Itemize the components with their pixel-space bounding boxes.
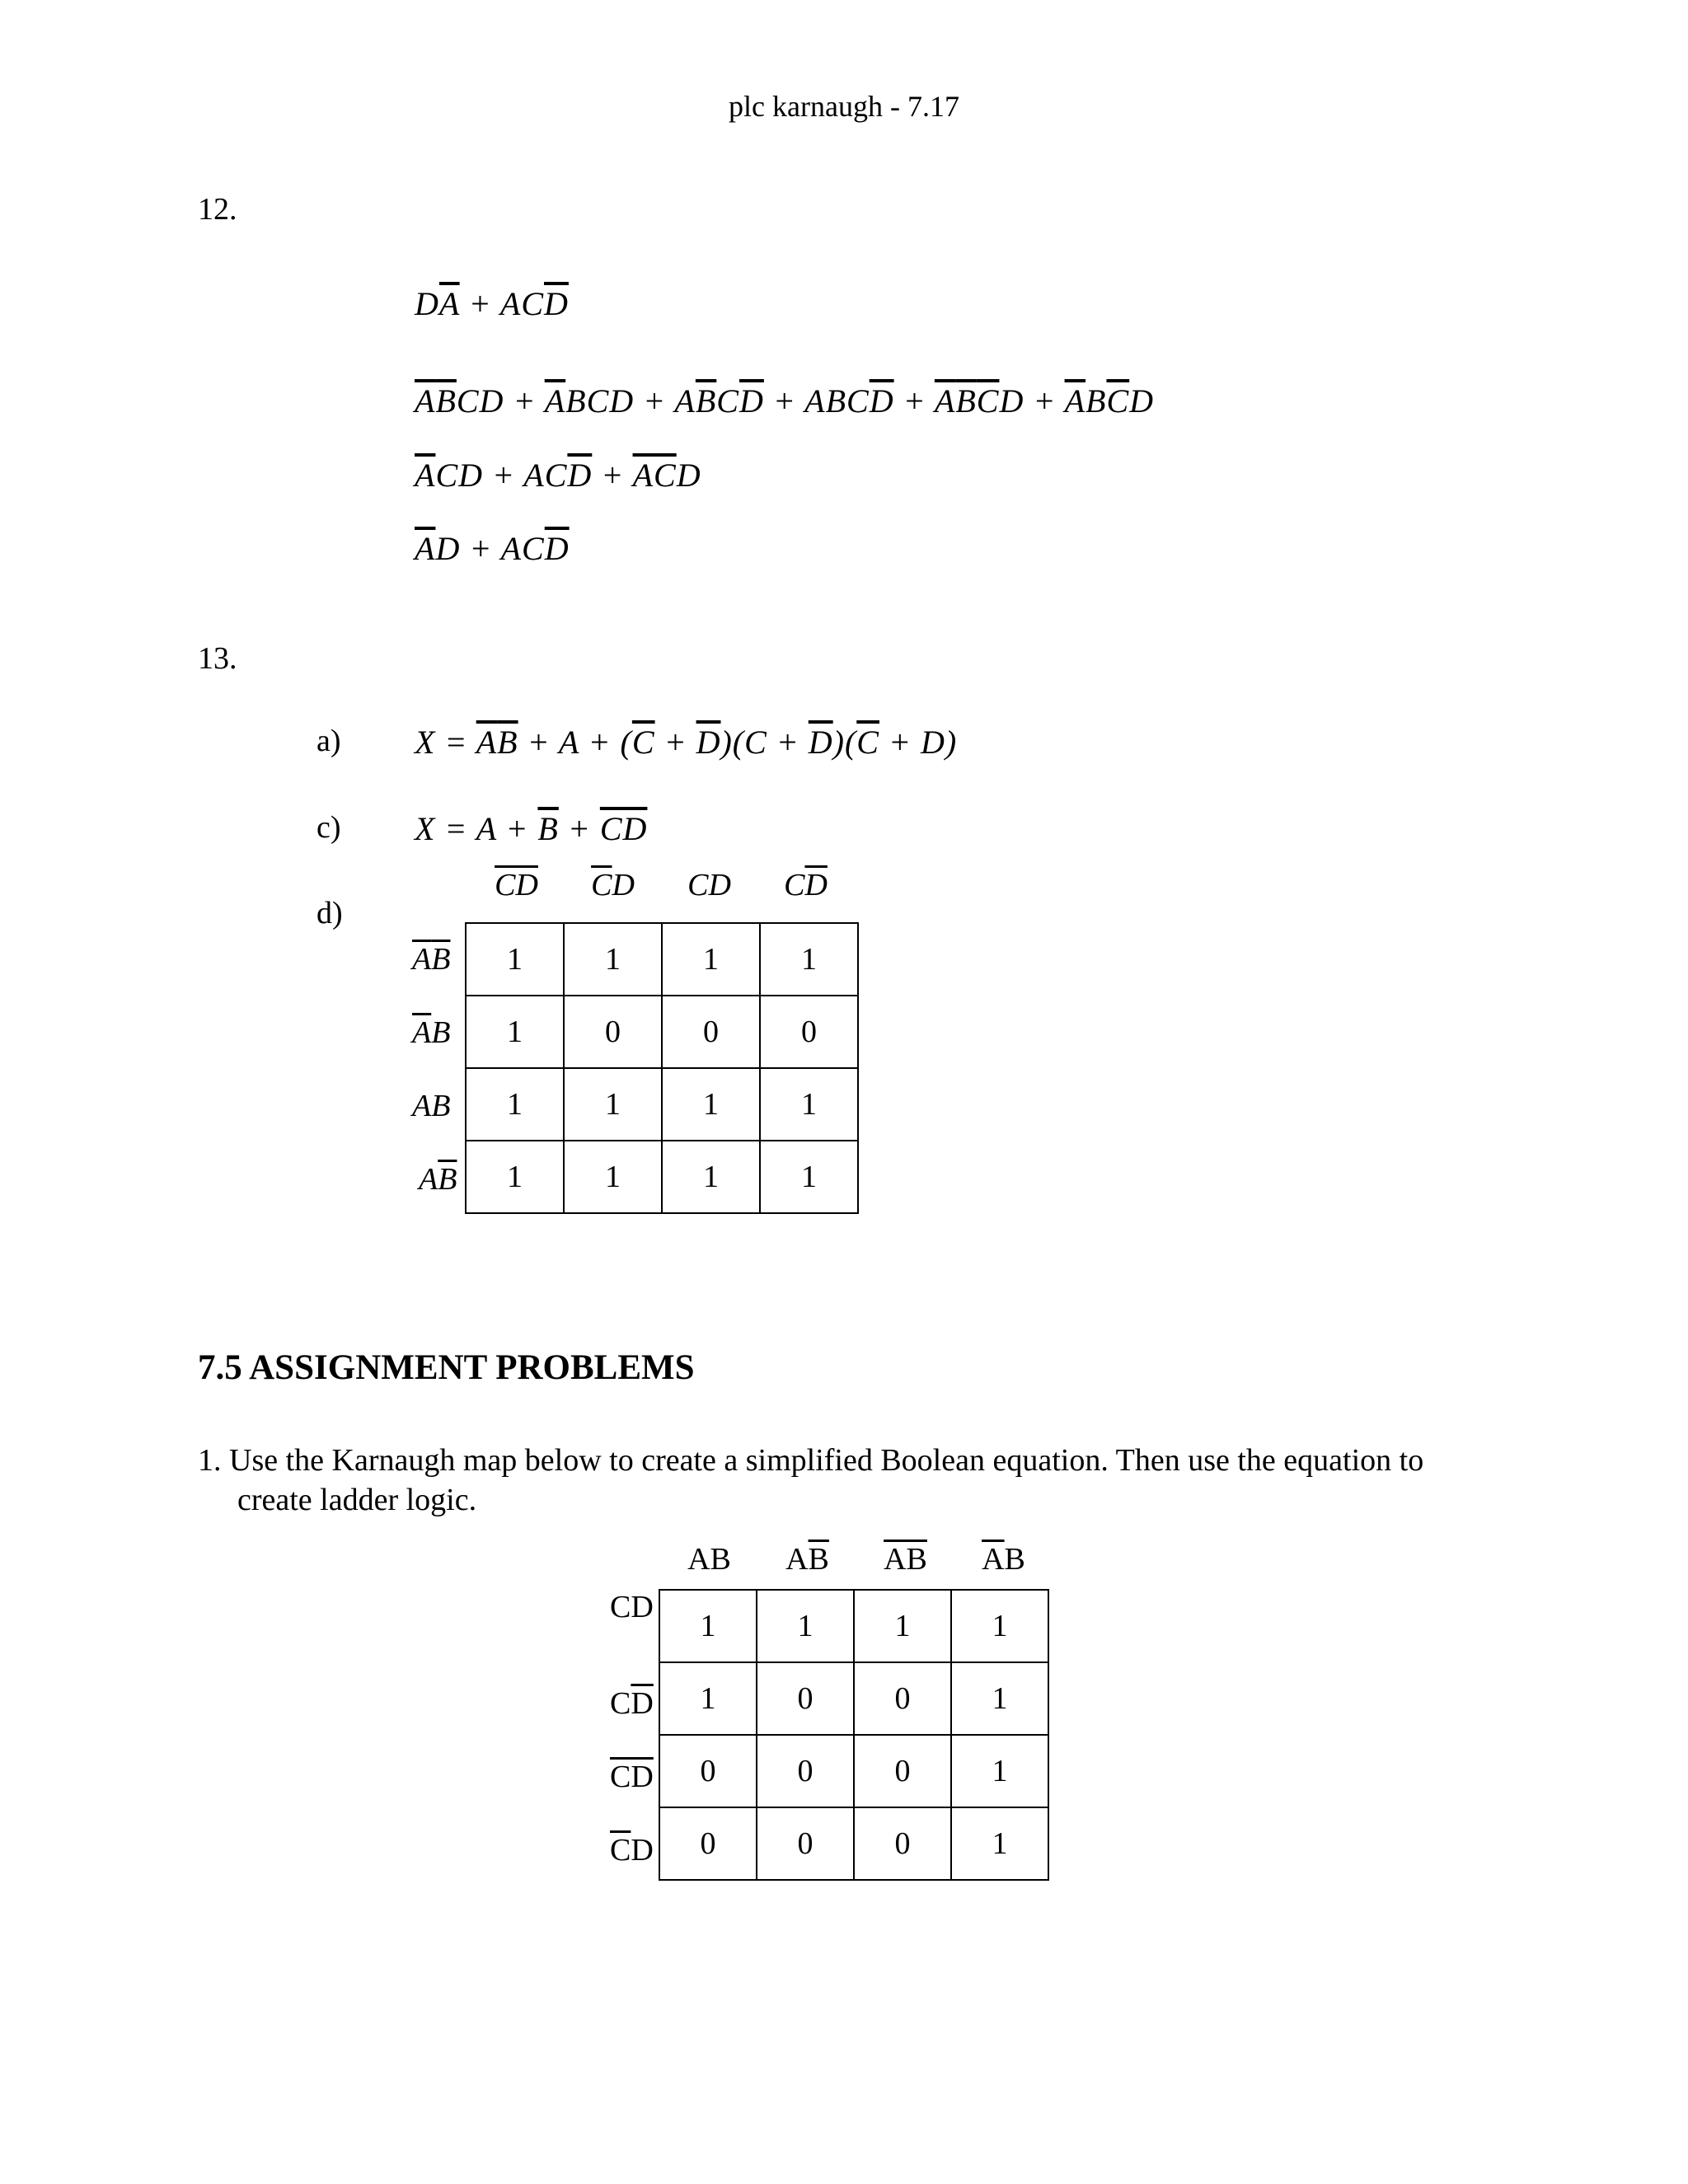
kmap1-col-header — [661, 867, 757, 903]
kmap-cell: 1 — [466, 1141, 564, 1213]
negated-term: $\overline{D}$ — [631, 1686, 654, 1721]
negated-term: $\overline{B}$ — [808, 1542, 829, 1577]
assignment-problem-1 — [198, 1441, 1517, 1520]
kmap2-row-header — [610, 1685, 654, 1722]
section-title: 7.5 ASSIGNMENT PROBLEMS — [198, 1348, 695, 1387]
kmap-cell: 1 — [564, 923, 662, 996]
kmap1-row-header — [412, 941, 450, 977]
negated-term: $\overline{AB}$ — [884, 1542, 927, 1577]
negated-term: $\overline{C}$ — [1106, 382, 1130, 419]
kmap1-row-header — [412, 1015, 450, 1051]
kmap-row — [659, 1807, 1048, 1880]
kmap-cell: 1 — [659, 1662, 757, 1735]
kmap-cell: 1 — [662, 1141, 760, 1213]
expression-term: C — [610, 1686, 631, 1721]
kmap-row — [659, 1735, 1048, 1807]
kmap-cell: 1 — [854, 1590, 951, 1662]
part-a-label: a) — [316, 724, 341, 758]
negated-term: $\overline{A}$ — [982, 1542, 1005, 1577]
expression-term: AB — [412, 1089, 451, 1123]
kmap-cell: 1 — [662, 1068, 760, 1141]
negated-term: $\overline{B}$ — [431, 942, 451, 977]
kmap-cell: 1 — [951, 1590, 1048, 1662]
expression-term: C — [716, 382, 739, 419]
negated-term: $\overline{D}$ — [738, 382, 764, 419]
expression-term: D — [676, 457, 701, 494]
expression-term: D — [612, 868, 635, 902]
negated-term: $\overline{C}$ — [610, 1833, 631, 1868]
expression-term: BCD + A — [565, 382, 696, 419]
negated-term: $\overline{C}$ — [599, 810, 623, 847]
kmap-cell: 1 — [466, 1068, 564, 1141]
kmap-row — [466, 923, 858, 996]
negated-term: $\overline{B}$ — [537, 810, 559, 847]
negated-term: $\overline{A}$ — [412, 942, 432, 977]
kmap2-row-header — [610, 1589, 654, 1625]
kmap-row — [466, 1068, 858, 1141]
kmap1-col-header — [565, 867, 661, 903]
negated-term: $\overline{A}$ — [1064, 382, 1086, 419]
expression-term: B — [1085, 382, 1107, 419]
kmap-cell: 0 — [757, 1662, 854, 1735]
expression-term: CD + — [456, 382, 545, 419]
kmap2-col-header — [758, 1541, 856, 1577]
negated-term: $\overline{D}$ — [869, 382, 894, 419]
part-d-label: d) — [316, 896, 343, 930]
kmap-row — [659, 1590, 1048, 1662]
expression-term: D — [1129, 382, 1155, 419]
kmap2-row-header — [610, 1759, 654, 1795]
kmap-cell: 0 — [757, 1807, 854, 1880]
expression-term: CD — [687, 868, 731, 902]
negated-term: $\overline{A}$ — [415, 530, 436, 567]
expression-term: CD — [610, 1590, 654, 1624]
negated-term: $\overline{D}$ — [515, 868, 538, 902]
assignment-line-2: create ladder logic. — [237, 1483, 477, 1517]
negated-term: $\overline{A}$ — [412, 1015, 432, 1050]
expression-term: D — [631, 1833, 654, 1868]
negated-term: $\overline{D}$ — [804, 868, 828, 902]
kmap-cell: 0 — [564, 996, 662, 1068]
negated-term: $\overline{C}$ — [631, 724, 655, 761]
kmap-cell: 0 — [659, 1807, 757, 1880]
kmap-cell: 1 — [659, 1590, 757, 1662]
expression-term: + AC — [459, 285, 544, 322]
problem-13-number: 13. — [198, 641, 237, 676]
negated-term: $\overline{A}$ — [632, 457, 654, 494]
expression-term: + — [654, 724, 696, 761]
problem-12-line-1 — [415, 284, 569, 323]
problem-12-line-2 — [415, 382, 1154, 420]
kmap2-col-header — [660, 1541, 758, 1577]
kmap-cell: 1 — [757, 1590, 854, 1662]
expression-term: + A + ( — [518, 724, 632, 761]
expression-term: )( — [832, 724, 857, 761]
kmap-cell: 1 — [760, 1068, 858, 1141]
kmap-cell: 1 — [760, 1141, 858, 1213]
expression-term: B — [1004, 1542, 1025, 1577]
kmap-cell: 1 — [760, 923, 858, 996]
negated-term: $\overline{A}$ — [438, 285, 460, 322]
expression-term: X = — [415, 724, 476, 761]
negated-term: $\overline{A}$ — [934, 382, 956, 419]
negated-term: $\overline{D}$ — [808, 724, 833, 761]
expression-term: D + — [999, 382, 1065, 419]
kmap1-row-header — [419, 1161, 457, 1197]
kmap-cell: 1 — [951, 1807, 1048, 1880]
negated-term: $\overline{CD}$ — [610, 1760, 654, 1794]
part-c-expression — [415, 809, 647, 848]
negated-term: $\overline{B}$ — [497, 724, 518, 761]
negated-term: $\overline{D}$ — [622, 810, 648, 847]
kmap-cell: 1 — [466, 996, 564, 1068]
expression-term: + — [893, 382, 935, 419]
negated-term: $\overline{C}$ — [654, 457, 677, 494]
kmap-row — [659, 1662, 1048, 1735]
negated-term: $\overline{C}$ — [591, 868, 612, 902]
kmap-row — [466, 996, 858, 1068]
kmap-cell: 1 — [951, 1735, 1048, 1807]
kmap-cell: 0 — [757, 1735, 854, 1807]
kmap1-col-header — [757, 867, 854, 903]
problem-12-line-3 — [415, 456, 701, 494]
kmap-cell: 1 — [662, 923, 760, 996]
problem-12-line-4 — [415, 529, 570, 568]
kmap1-col-header — [468, 867, 565, 903]
kmap-cell: 0 — [662, 996, 760, 1068]
kmap-cell: 1 — [951, 1662, 1048, 1735]
expression-term: B — [431, 1015, 451, 1050]
negated-term: $\overline{C}$ — [856, 724, 879, 761]
karnaugh-map-13d — [465, 922, 859, 1214]
expression-term: D — [415, 285, 439, 322]
kmap-cell: 0 — [854, 1735, 951, 1807]
expression-term: A — [785, 1542, 809, 1577]
expression-term: C — [784, 868, 805, 902]
kmap-cell: 0 — [659, 1735, 757, 1807]
karnaugh-map-assignment — [659, 1589, 1049, 1881]
kmap2-col-header — [856, 1541, 954, 1577]
kmap-cell: 0 — [760, 996, 858, 1068]
negated-term: $\overline{A}$ — [415, 457, 436, 494]
problem-12-number: 12. — [198, 192, 237, 227]
negated-term: $\overline{D}$ — [567, 457, 593, 494]
expression-term: AB — [687, 1542, 731, 1577]
kmap-cell: 0 — [854, 1807, 951, 1880]
kmap-cell: 0 — [854, 1662, 951, 1735]
negated-term: $\overline{C}$ — [976, 382, 1000, 419]
negated-term: $\overline{B}$ — [695, 382, 717, 419]
expression-term: + ABC — [763, 382, 870, 419]
kmap-cell: 1 — [466, 923, 564, 996]
expression-term: + — [592, 457, 633, 494]
assignment-line-1: 1. Use the Karnaugh map below to create a simplified Boolean equation. Then use the equation to — [198, 1443, 1424, 1478]
negated-term: $\overline{A}$ — [476, 724, 498, 761]
negated-term: $\overline{D}$ — [544, 285, 569, 322]
negated-term: $\overline{B}$ — [955, 382, 977, 419]
kmap2-row-header — [610, 1832, 654, 1868]
negated-term: $\overline{C}$ — [495, 868, 516, 902]
negated-term: $\overline{D}$ — [696, 724, 721, 761]
expression-term: A — [419, 1162, 438, 1197]
part-c-label: c) — [316, 810, 341, 845]
negated-term: $\overline{D}$ — [544, 530, 570, 567]
expression-term: + — [558, 810, 600, 847]
expression-term: + D) — [879, 724, 958, 761]
negated-term: $\overline{B}$ — [438, 1162, 457, 1197]
kmap-cell: 1 — [564, 1068, 662, 1141]
expression-term: D + AC — [435, 530, 545, 567]
negated-term: $\overline{A}$ — [415, 382, 436, 419]
kmap-cell: 1 — [564, 1141, 662, 1213]
part-a-expression — [415, 723, 957, 762]
negated-term: $\overline{A}$ — [544, 382, 566, 419]
kmap1-row-header — [412, 1088, 450, 1124]
page-header: plc karnaugh - 7.17 — [729, 90, 959, 123]
expression-term: CD + AC — [435, 457, 568, 494]
kmap2-col-header — [954, 1541, 1053, 1577]
kmap-row — [466, 1141, 858, 1213]
expression-term: )(C + — [720, 724, 809, 761]
negated-term: $\overline{B}$ — [435, 382, 457, 419]
expression-term: X = A + — [415, 810, 538, 847]
